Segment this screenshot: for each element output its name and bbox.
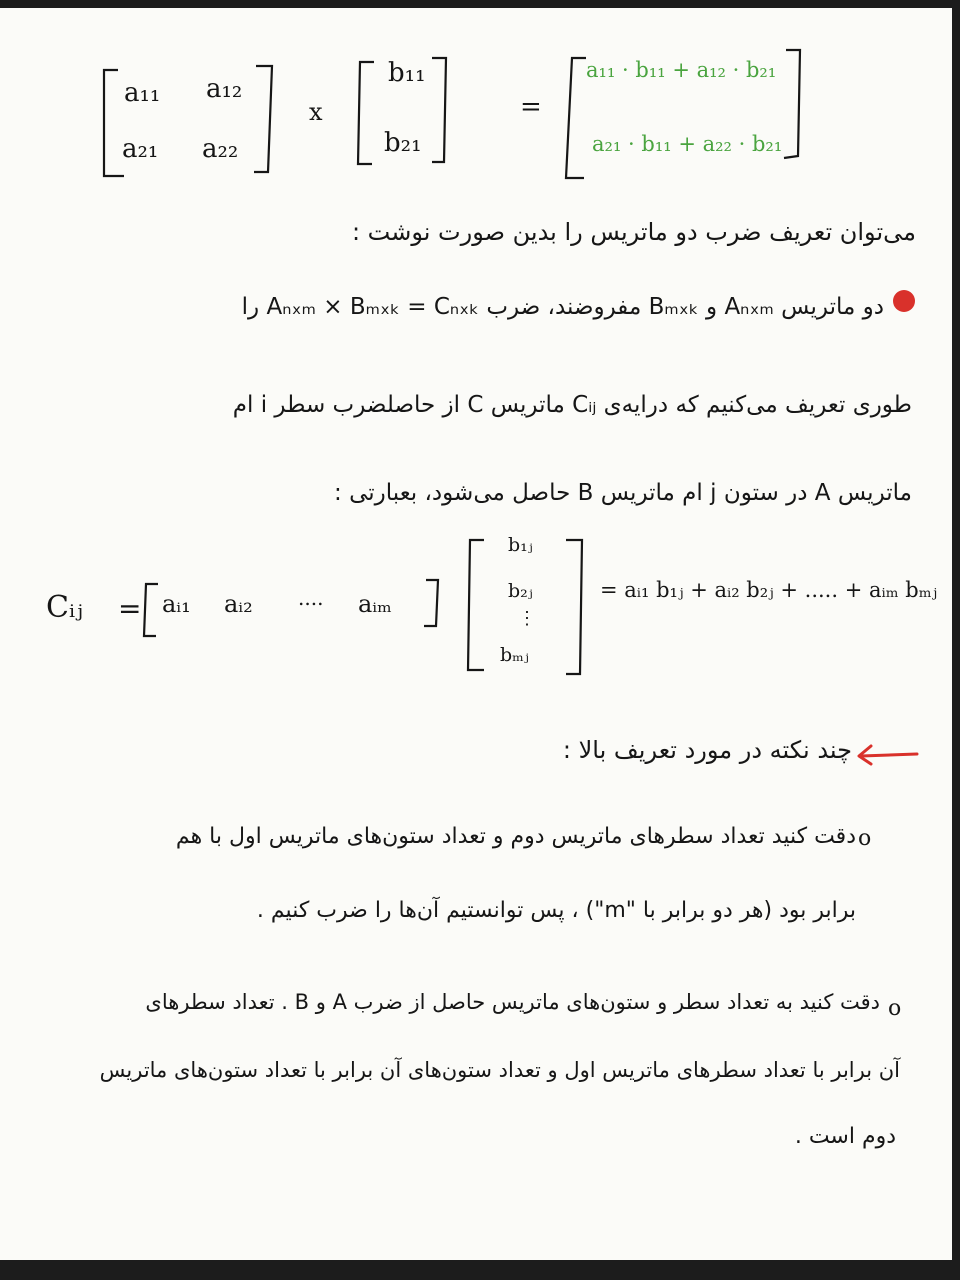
col-elem-m: bₘⱼ (500, 644, 529, 666)
note-1-line-2: برابر بود (هر دو برابر با "m") ، پس توانستیم آن‌ها را ضرب کنیم . (256, 898, 856, 923)
a22: a₂₂ (202, 134, 239, 164)
formula-equals: = (118, 592, 142, 625)
col-ellipsis: ⋮ (518, 608, 536, 629)
note-1-line-1: دقت کنید تعداد سطرهای ماتریس دوم و تعداد ستون‌های ماتریس اول با هم (175, 824, 856, 849)
page-border-bottom (0, 1260, 960, 1280)
a12: a₁₂ (206, 74, 243, 104)
row-elem-2: aᵢ₂ (224, 590, 253, 618)
expanded-sum: = aᵢ₁ b₁ⱼ + aᵢ₂ b₂ⱼ + ..... + aᵢₘ bₘⱼ (600, 578, 938, 602)
intro-line: می‌توان تعریف ضرب دو ماتریس را بدین صورت نوشت : (351, 218, 916, 246)
red-arrow-icon (855, 740, 925, 770)
a21: a₂₁ (122, 134, 159, 164)
b21: b₂₁ (384, 128, 422, 158)
row-elem-1: aᵢ₁ (162, 590, 191, 618)
col-elem-2: b₂ⱼ (508, 580, 533, 602)
cij-lhs: Cᵢⱼ (46, 590, 83, 625)
note-1-bullet: o (858, 826, 872, 851)
row-elem-m: aᵢₘ (358, 590, 392, 618)
note-2-line-3: دوم است . (794, 1124, 896, 1149)
definition-line-3: ماتریس A در ستون j ام ماتریس B حاصل می‌شود، بعبارتی : (334, 480, 912, 506)
row-ellipsis: .... (298, 586, 324, 610)
notes-heading: چند نکته در مورد تعریف بالا : (562, 736, 852, 764)
col-elem-1: b₁ⱼ (508, 534, 533, 556)
formula-brackets (0, 520, 960, 690)
note-2-line-1: دقت کنید به تعداد سطر و ستون‌های ماتریس حاصل از ضرب A و B . تعداد سطرهای (145, 990, 880, 1014)
equals-sign: = (520, 92, 542, 122)
result-row-2: a₂₁ · b₁₁ + a₂₂ · b₂₁ (592, 132, 783, 156)
note-2-bullet: o (888, 996, 902, 1021)
definition-line-2: طوری تعریف می‌کنیم که درایه‌ی Cᵢⱼ ماتریس C از حاصلضرب سطر i ام (232, 392, 912, 418)
result-row-1: a₁₁ · b₁₁ + a₁₂ · b₂₁ (586, 58, 777, 82)
note-2-line-2: آن برابر با تعداد سطرهای ماتریس اول و تعداد ستون‌های آن برابر با تعداد ستون‌های ماتریس (99, 1058, 900, 1082)
times-symbol: x (309, 98, 323, 126)
definition-line-1: دو ماتریس Aₙₓₘ و Bₘₓₖ مفروضند، ضرب Aₙₓₘ × Bₘₓₖ = Cₙₓₖ را (241, 294, 884, 320)
red-bullet-dot (893, 290, 915, 312)
b11: b₁₁ (388, 58, 426, 88)
a11: a₁₁ (124, 78, 161, 108)
